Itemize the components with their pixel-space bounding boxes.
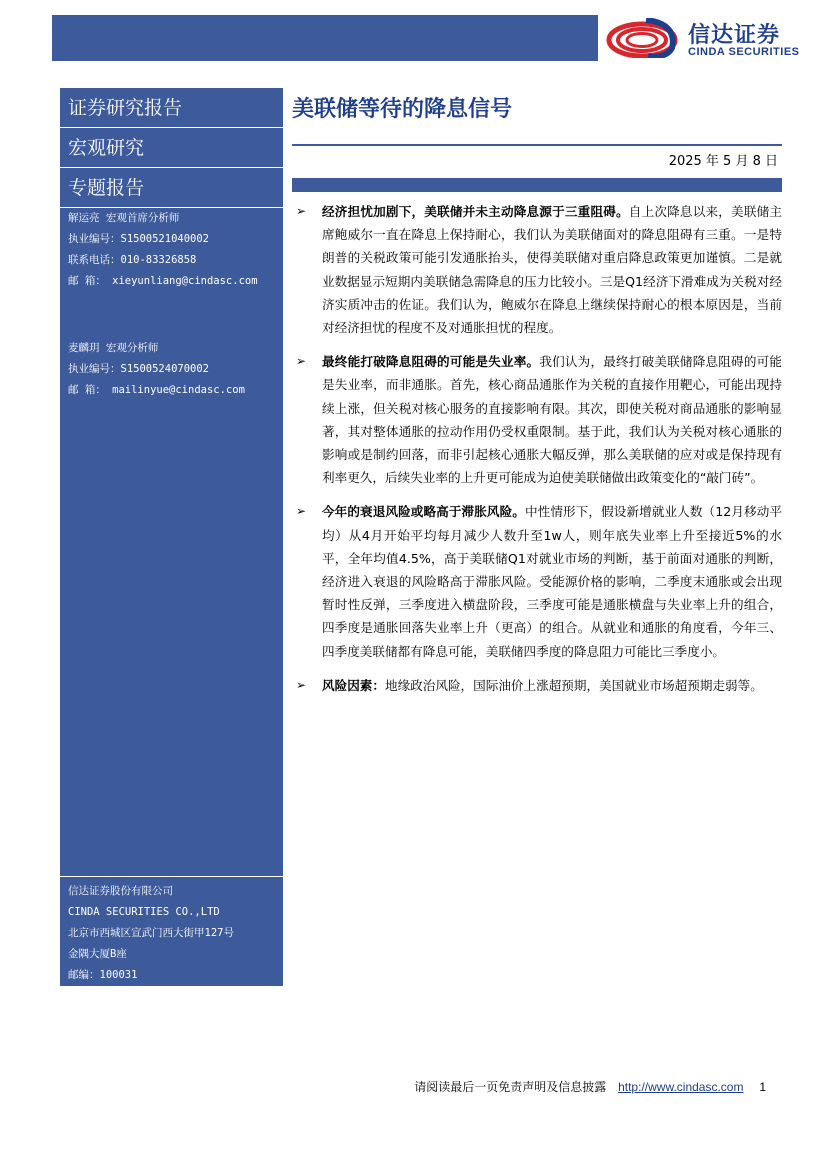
company-info (60, 876, 283, 986)
footer-disclaimer: 请阅读最后一页免责声明及信息披露 (414, 1080, 607, 1094)
key-point-lead: 经济担忧加剧下，美联储并未主动降息源于三重阻碍。 (322, 204, 629, 219)
title-divider (292, 144, 782, 146)
sidebar-heading-macro-research: 宏观研究 (60, 128, 283, 168)
analyst-name: 解运亮 宏观首席分析师 (68, 212, 180, 224)
company-name-en: CINDA SECURITIES CO.,LTD (68, 906, 220, 918)
company-building: 金隅大厦B座 (68, 948, 127, 960)
logo-chinese-text: 信达证券 (688, 23, 781, 48)
analyst-phone: 联系电话：010-83326858 (68, 254, 197, 266)
company-address: 北京市西城区宣武门西大街甲127号 (68, 927, 234, 939)
risk-factors-lead: 风险因素： (322, 677, 385, 693)
key-point-paragraph (292, 200, 782, 339)
page-footer (414, 1078, 766, 1095)
arrow-bullet-icon: ➢ (296, 204, 307, 218)
analyst-license: 执业编号：S1500521040002 (68, 233, 210, 245)
analyst-card (68, 338, 283, 401)
arrow-bullet-icon: ➢ (296, 354, 307, 369)
report-title: 美联储等待的降息信号 (292, 97, 513, 122)
analyst-license: 执业编号：S1500524070002 (68, 363, 210, 375)
analyst-email[interactable]: 邮 箱： mailinyue@cindasc.com (68, 384, 245, 396)
arrow-bullet-icon: ➢ (296, 504, 307, 519)
key-point-lead: 最终能打破降息阻碍的可能是失业率。 (322, 354, 540, 370)
key-point-body: 中性情形下，假设新增就业人数（12月移动平均）从4月开始平均每月减少人数升至1w人，则年底失业率上升至接近5%的水平，全年均值4.5%，高于美联储Q1对就业市场的判断，基于前面对通胀的判断，经济进入衰退的风险略高于滞胀风险。受能源价格的影响，二季度末通胀或会出现暂时性反弹，三季度进入横盘阶段，三季度可能是通胀横盘与失业率上升的组合，四季度是通胀回落失业率上升（更高）的组合。从就业和通胀的角度看，今年三、四季度美联储都有降息可能，美联储四季度的降息阻力可能比三季度小。 (322, 504, 783, 659)
date-divider-bar (292, 178, 782, 192)
analyst-card (68, 208, 283, 292)
analyst-name: 麦麟玥 宏观分析师 (68, 342, 159, 354)
risk-factors-body: 地缘政治风险，国际油价上涨超预期，美国就业市场超预期走弱等。 (384, 677, 763, 693)
footer-website-link[interactable]: http://www.cindasc.com (618, 1080, 744, 1094)
key-point-paragraph (292, 674, 782, 697)
cinda-logo-icon (606, 18, 678, 58)
key-point-body: 自上次降息以来，美联储主席鲍威尔一直在降息上保持耐心，我们认为美联储面对的降息阻碍有三重。一是特朗普的关税政策可能引发通胀抬头，使得美联储对重启降息政策更加谨慎。二是就业数据显示短期内美联储急需降息的压力比较小。三是Q1经济下滑难成为关税对经济实质冲击的佐证。我们认为，鲍威尔在降息上继续保持耐心的根本原因是，当前对经济担忧的程度不及对通胀担忧的程度。 (322, 204, 783, 336)
key-point-body: 我们认为，最终打破美联储降息阻碍的可能是失业率，而非通胀。首先，核心商品通胀作为关税的直接作用靶心，可能出现持续上涨，但关税对核心服务的直接影响有限。其次，即使关税对商品通胀的影响显著，其对整体通胀的拉动作用仍受权重限制。基于此，我们认为关税对核心通胀的影响或是制约回落，而非引起核心通胀大幅反弹，那么美联储的应对或是保持现有利率更久，后续失业率的上升更可能成为迫使美联储做出政策变化的“敲门砖”。 (322, 354, 783, 486)
cinda-logo (606, 14, 806, 62)
sidebar-heading-special-report: 专题报告 (60, 168, 283, 208)
arrow-bullet-icon: ➢ (296, 677, 307, 692)
key-point-paragraph (292, 350, 782, 489)
company-postcode: 邮编：100031 (68, 969, 138, 981)
report-date: 2025 年 5 月 8 日 (668, 154, 778, 169)
sidebar-heading-research-report: 证券研究报告 (60, 88, 283, 128)
page-number: 1 (759, 1080, 766, 1094)
left-sidebar (60, 88, 283, 986)
logo-english-text: CINDA SECURITIES (688, 46, 800, 58)
analyst-list (60, 208, 283, 447)
report-body (292, 200, 782, 708)
company-name-cn: 信达证券股份有限公司 (68, 885, 173, 897)
key-point-lead: 今年的衰退风险或略高于滞胀风险。 (322, 504, 525, 520)
key-point-paragraph (292, 500, 782, 662)
header-banner (52, 15, 598, 61)
analyst-email[interactable]: 邮 箱： xieyunliang@cindasc.com (68, 275, 258, 287)
